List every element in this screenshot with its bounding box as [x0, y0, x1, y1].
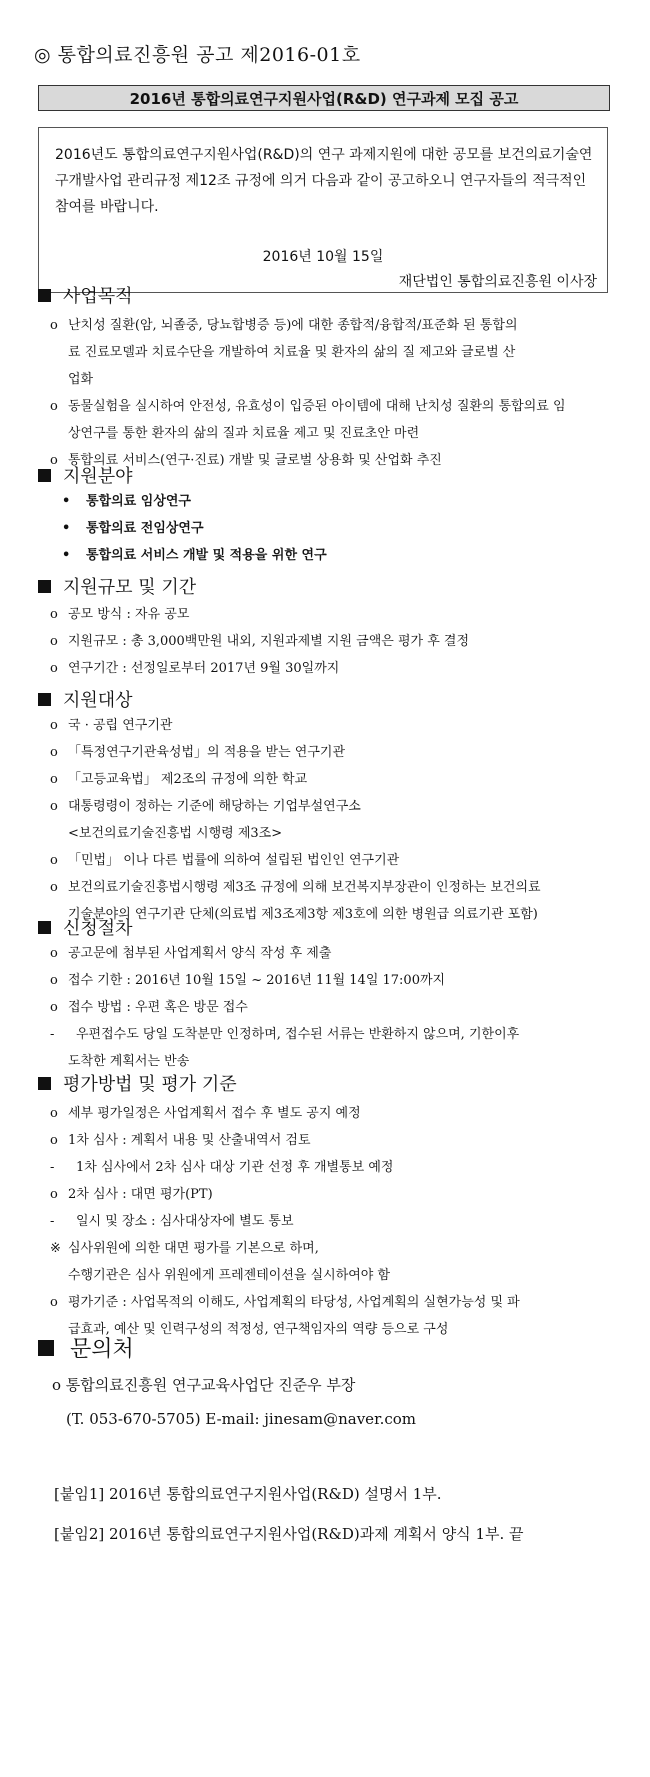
list-item [50, 339, 620, 366]
list-item [50, 420, 620, 447]
list-item-text: 지원규모 : 총 3,000백만원 내외, 지원과제별 지원 금액은 평가 후 결정 [68, 634, 470, 649]
list-item-text: 보건의료기술진흥법시행령 제3조 규정에 의해 보건복지부장관이 인정하는 보건의료 [68, 880, 541, 895]
list-item [50, 393, 620, 420]
evaluation-list [50, 1100, 620, 1343]
list-item-text: 공모 방식 : 자유 공모 [68, 607, 190, 622]
list-item-text: 수행기관은 심사 위원에게 프레젠테이션을 실시하여야 함 [68, 1268, 391, 1283]
list-marker: o [50, 1133, 58, 1148]
list-item-text: 일시 및 장소 : 심사대상자에 별도 통보 [76, 1214, 294, 1229]
list-item-text: 상연구를 통한 환자의 삶의 질과 치료율 제고 및 진료초안 마련 [68, 426, 420, 441]
list-item-text: 동물실험을 실시하여 안전성, 유효성이 입증된 아이템에 대해 난치성 질환의 통합의료 임 [68, 399, 566, 414]
list-item-text: 2차 심사 : 대면 평가(PT) [68, 1187, 213, 1202]
list-item-text: <보건의료기술진흥법 시행령 제3조> [68, 826, 283, 841]
list-item-text: 접수 방법 : 우편 혹은 방문 접수 [68, 1000, 248, 1015]
list-item [50, 739, 620, 766]
list-marker: o [50, 745, 58, 760]
section-purpose-heading: 사업목적 [38, 282, 133, 308]
list-item [50, 940, 620, 967]
section-scale-heading: 지원규모 및 기간 [38, 573, 196, 599]
list-marker: o [50, 1295, 58, 1310]
list-item-text: 평가기준 : 사업목적의 이해도, 사업계획의 타당성, 사업계획의 실현가능성 및 파 [68, 1295, 520, 1310]
list-item [50, 1181, 620, 1208]
list-item-text: 급효과, 예산 및 인력구성의 적정성, 연구책임자의 역량 등으로 구성 [68, 1322, 449, 1337]
square-bullet-icon [38, 693, 51, 706]
list-item-text: 업화 [68, 372, 94, 387]
list-item [50, 366, 620, 393]
list-marker: o [50, 772, 58, 787]
list-item [50, 901, 620, 928]
square-bullet-icon [38, 289, 51, 302]
list-item [50, 874, 620, 901]
list-marker: • [62, 494, 71, 509]
list-item-text: 국 · 공립 연구기관 [68, 718, 173, 733]
list-item [56, 515, 616, 542]
list-item-text: 대통령령이 정하는 기준에 해당하는 기업부설연구소 [68, 799, 361, 814]
list-item [50, 793, 620, 820]
attachment-item: [붙임1] 2016년 통합의료연구지원사업(R&D) 설명서 1부. [54, 1485, 442, 1503]
section-fields-heading: 지원분야 [38, 462, 133, 488]
list-item-text: 통합의료 전임상연구 [86, 521, 204, 536]
section-procedure-heading: 신청절차 [38, 914, 133, 940]
list-marker: o [50, 1000, 58, 1015]
list-item-text: 접수 기한 : 2016년 10월 15일 ~ 2016년 11월 14일 17:00까지 [68, 973, 446, 988]
list-item-text: 기술분야의 연구기관 단체(의료법 제3조제3항 제3호에 의한 병원급 의료기관 포함) [68, 907, 538, 922]
list-marker: o [50, 946, 58, 961]
square-bullet-icon [38, 580, 51, 593]
list-item-text: 「민법」 이나 다른 법률에 의하여 설립된 법인인 연구기관 [68, 853, 400, 868]
list-marker: o [50, 880, 58, 895]
scale-list [50, 601, 620, 682]
list-item [56, 542, 616, 569]
square-bullet-icon [38, 921, 51, 934]
list-marker: o [50, 318, 58, 333]
intro-date: 2016년 10월 15일 [262, 249, 384, 265]
list-item-text: 통합의료 서비스(연구·진료) 개발 및 글로벌 상용화 및 산업화 추진 [68, 453, 442, 468]
list-marker: o [50, 973, 58, 988]
list-item-text: 1차 심사 : 계획서 내용 및 산출내역서 검토 [68, 1133, 311, 1148]
list-item [50, 1127, 620, 1154]
list-marker: • [62, 548, 71, 563]
intro-text: 2016년도 통합의료연구지원사업(R&D)의 연구 과제지원에 대한 공모를 보건의료기술연구개발사업 관리규정 제12조 규정에 의거 다음과 같이 공고하오니 연구자들의 적극적인 참여를 바랍니다. [55, 147, 593, 215]
list-item [50, 1154, 620, 1181]
square-bullet-icon [38, 1077, 51, 1090]
purpose-list [50, 312, 620, 474]
list-item-text: 1차 심사에서 2차 심사 대상 기관 선정 후 개별통보 예정 [76, 1160, 394, 1175]
list-item [50, 1262, 620, 1289]
list-item-text: 도착한 계획서는 반송 [68, 1054, 190, 1069]
list-marker: - [50, 1027, 55, 1042]
intro-box [38, 127, 608, 293]
list-item [50, 1021, 620, 1048]
contact-block [52, 1368, 416, 1436]
list-item [50, 994, 620, 1021]
eligibility-list [50, 712, 620, 928]
section-eligibility-heading: 지원대상 [38, 686, 133, 712]
list-item [56, 488, 616, 515]
list-item [50, 766, 620, 793]
list-marker: o [50, 661, 58, 676]
notice-number: ◎ 통합의료진흥원 공고 제2016-01호 [34, 44, 361, 66]
contact-person: o 통합의료진흥원 연구교육사업단 진준우 부장 [52, 1376, 356, 1394]
list-item [50, 1235, 620, 1262]
list-item [50, 312, 620, 339]
list-marker: o [50, 853, 58, 868]
list-item [50, 820, 620, 847]
list-marker: - [50, 1214, 55, 1229]
attachment-item: [붙임2] 2016년 통합의료연구지원사업(R&D)과제 계획서 양식 1부. 끝 [54, 1525, 524, 1543]
list-item [50, 655, 620, 682]
square-bullet-icon [38, 469, 51, 482]
list-item-text: 「고등교육법」 제2조의 규정에 의한 학교 [68, 772, 308, 787]
list-item [50, 1316, 620, 1343]
procedure-list [50, 940, 620, 1075]
list-item-text: 우편접수도 당일 도착분만 인정하며, 접수된 서류는 반환하지 않으며, 기한이후 [76, 1027, 520, 1042]
list-marker: - [50, 1160, 55, 1175]
square-bullet-icon [38, 1340, 54, 1356]
list-item [50, 601, 620, 628]
contact-phone-email: (T. 053-670-5705) E-mail: jinesam@naver.com [66, 1410, 417, 1428]
list-marker: o [50, 634, 58, 649]
list-item-text: 연구기간 : 선정일로부터 2017년 9월 30일까지 [68, 661, 340, 676]
list-item [50, 1208, 620, 1235]
list-item [50, 847, 620, 874]
list-item-text: 료 진료모델과 치료수단을 개발하여 치료율 및 환자의 삶의 질 제고와 글로벌 산 [68, 345, 516, 360]
list-marker: • [62, 521, 71, 536]
list-item-text: 통합의료 서비스 개발 및 적용을 위한 연구 [86, 548, 327, 563]
list-item-text: 세부 평가일정은 사업계획서 접수 후 별도 공지 예정 [68, 1106, 361, 1121]
intro-org: 재단법인 통합의료진흥원 이사장 [398, 274, 597, 290]
list-item [50, 1289, 620, 1316]
list-item-text: 난치성 질환(암, 뇌졸중, 당뇨합병증 등)에 대한 종합적/융합적/표준화 된 통합의 [68, 318, 518, 333]
list-marker: ※ [50, 1241, 61, 1256]
notice-title-text: 2016년 통합의료연구지원사업(R&D) 연구과제 모집 공고 [129, 89, 519, 108]
list-marker: o [50, 399, 58, 414]
list-item [50, 628, 620, 655]
list-item-text: 통합의료 임상연구 [86, 494, 191, 509]
section-contact-heading: 문의처 [38, 1332, 134, 1363]
list-marker: o [50, 718, 58, 733]
list-item-text: 공고문에 첨부된 사업계획서 양식 작성 후 제출 [68, 946, 332, 961]
notice-title [38, 85, 610, 111]
list-marker: o [50, 453, 58, 468]
list-item-text: 심사위원에 의한 대면 평가를 기본으로 하며, [68, 1241, 319, 1256]
list-marker: o [50, 799, 58, 814]
list-marker: o [50, 607, 58, 622]
list-item [50, 967, 620, 994]
list-marker: o [50, 1106, 58, 1121]
list-marker: o [50, 1187, 58, 1202]
list-item-text: 「특정연구기관육성법」의 적용을 받는 연구기관 [68, 745, 345, 760]
fields-list [56, 488, 616, 569]
attachments-list [54, 1474, 524, 1554]
list-item [50, 1100, 620, 1127]
section-evaluation-heading: 평가방법 및 평가 기준 [38, 1070, 237, 1096]
list-item [50, 712, 620, 739]
list-item [50, 447, 620, 474]
